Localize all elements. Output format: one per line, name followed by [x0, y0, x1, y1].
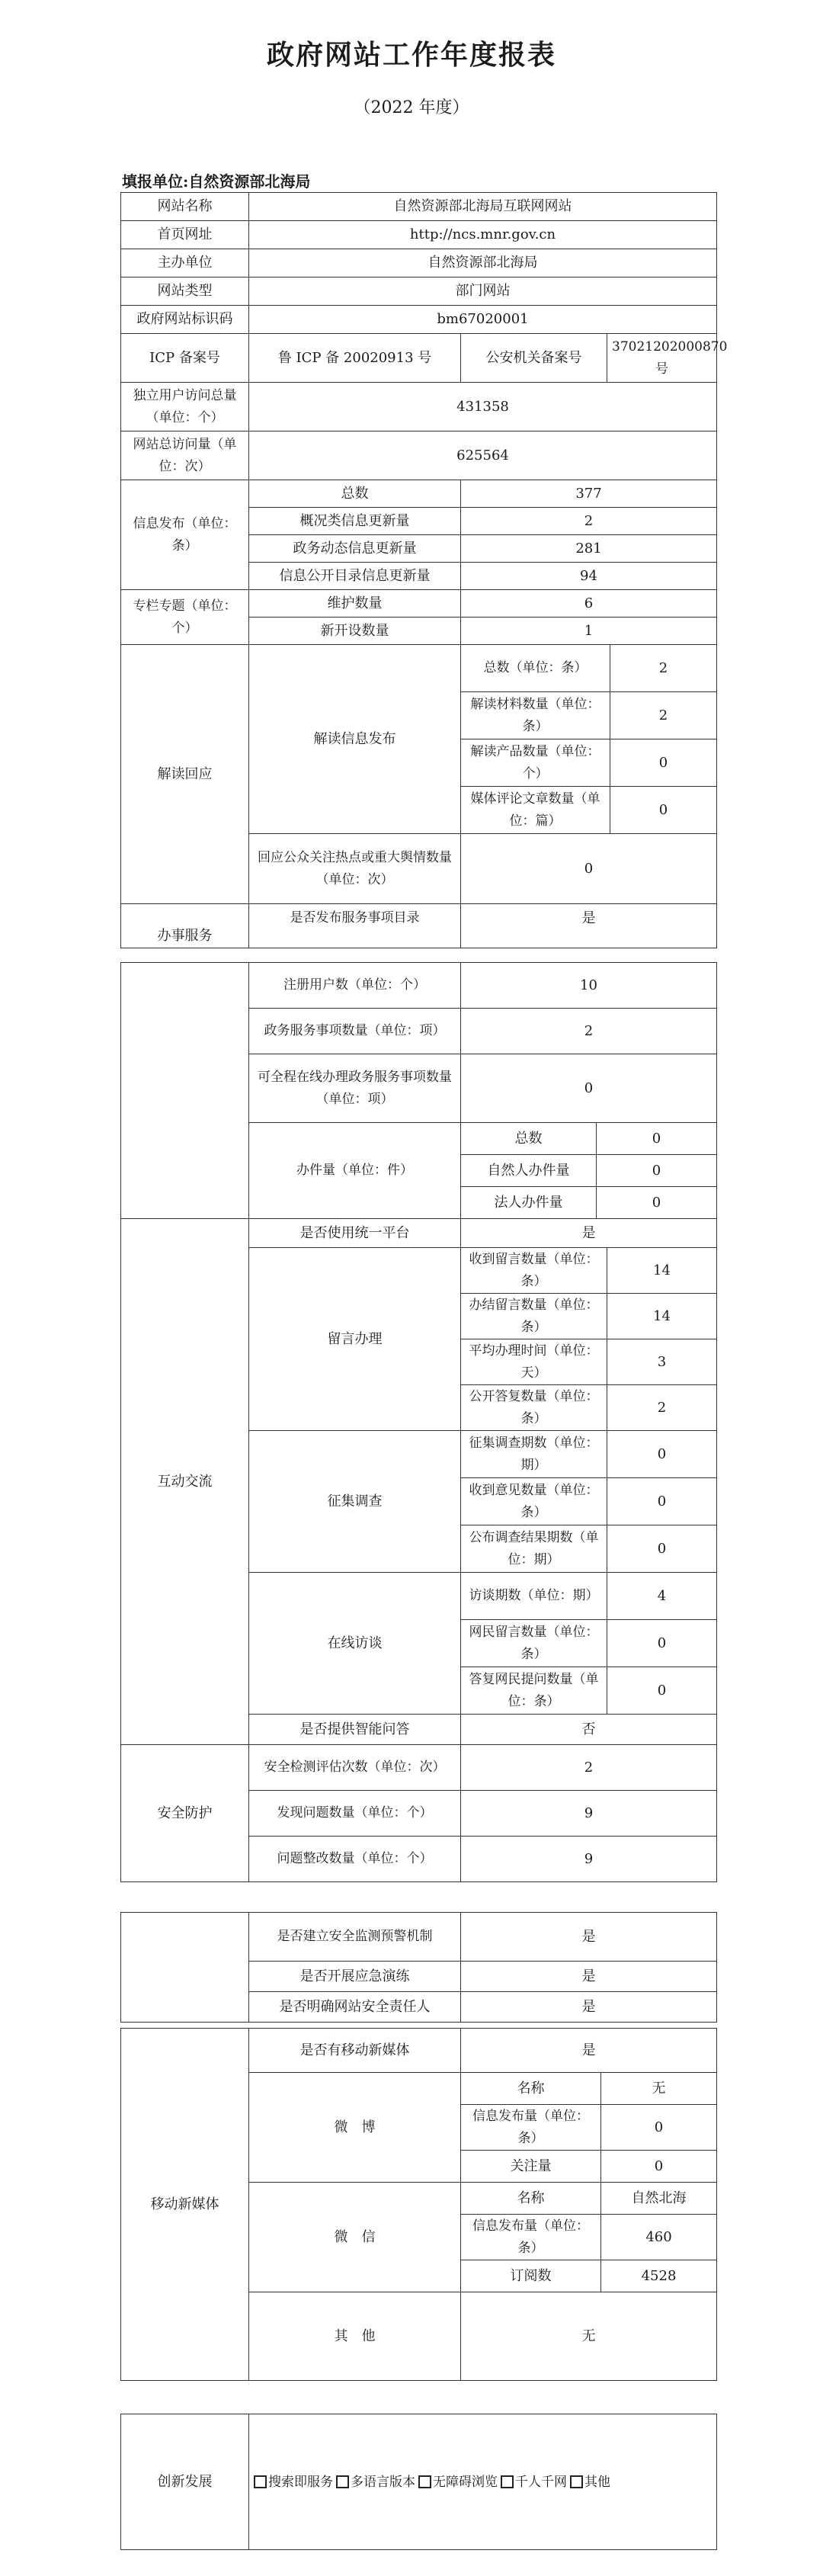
interpret-material-value: 2 [610, 692, 717, 739]
msg-closed-value: 14 [607, 1294, 717, 1339]
security-checks-value: 2 [461, 1745, 717, 1791]
cases-total-label: 总数 [461, 1123, 597, 1155]
wechat-label: 微 信 [249, 2183, 461, 2292]
checkbox-icon[interactable] [501, 2475, 514, 2488]
service-interaction-section [120, 962, 716, 1882]
other-media-label: 其 他 [249, 2292, 461, 2381]
msg-closed-label: 办结留言数量（单位：条） [461, 1294, 607, 1339]
weibo-label: 微 博 [249, 2073, 461, 2183]
basic-info-section [120, 192, 728, 948]
innovation-options [249, 2414, 717, 2550]
interpret-label: 解读回应 [121, 645, 249, 904]
filing-unit: 填报单位:自然资源部北海局 [122, 172, 311, 191]
page-title: 政府网站工作年度报表 [266, 39, 556, 71]
service-continued [121, 963, 249, 1219]
other-media-value: 无 [461, 2292, 717, 2381]
drill-label: 是否开展应急演练 [249, 1962, 461, 1992]
msg-received-label: 收到留言数量（单位：条） [461, 1248, 607, 1294]
survey-opinions-value: 0 [607, 1478, 717, 1525]
security-fixed-value: 9 [461, 1837, 717, 1882]
survey-count-value: 0 [607, 1431, 717, 1478]
uv-label: 独立用户访问总量（单位：个） [121, 383, 249, 431]
weibo-posts-value: 0 [601, 2105, 717, 2151]
service-catalog-table [120, 903, 717, 948]
option-search-as-service[interactable] [251, 2475, 333, 2490]
interpret-product-value: 0 [610, 739, 717, 787]
wechat-subs-value: 4528 [601, 2260, 717, 2292]
option-accessibility[interactable] [415, 2475, 498, 2490]
interview-count-value: 4 [607, 1573, 717, 1620]
service-items-value: 2 [461, 1009, 717, 1054]
site-type-value: 部门网站 [249, 277, 717, 306]
special-topics-label: 专栏专题（单位：个） [121, 590, 249, 645]
homepage-label: 首页网址 [121, 221, 249, 249]
site-name-value: 自然资源部北海局互联网网站 [249, 193, 717, 221]
option-label: 其他 [584, 2474, 610, 2490]
survey-count-label: 征集调查期数（单位：期） [461, 1431, 607, 1478]
interpret-respond-value: 0 [461, 834, 717, 904]
innovation-section [120, 2414, 716, 2550]
info-catalog-label: 信息公开目录信息更新量 [249, 563, 461, 590]
owner-label: 是否明确网站安全责任人 [249, 1992, 461, 2023]
report-year: （2022 年度） [354, 98, 469, 117]
site-id-label: 政府网站标识码 [121, 306, 249, 334]
mobile-media-label: 移动新媒体 [121, 2029, 249, 2381]
smart-qa-label: 是否提供智能问答 [249, 1715, 461, 1745]
site-type-label: 网站类型 [121, 277, 249, 306]
checkbox-icon[interactable] [336, 2475, 349, 2488]
cases-legal-label: 法人办件量 [461, 1187, 597, 1219]
option-multilingual[interactable] [333, 2475, 415, 2490]
service-cases-label: 办件量（单位：件） [249, 1123, 461, 1219]
has-media-value: 是 [461, 2029, 717, 2073]
msg-public-label: 公开答复数量（单位：条） [461, 1385, 607, 1431]
interpret-material-label: 解读材料数量（单位：条） [461, 692, 610, 739]
innovation-table [120, 2414, 717, 2550]
info-overview-label: 概况类信息更新量 [249, 508, 461, 535]
sponsor-value: 自然资源部北海局 [249, 249, 717, 277]
site-name-label: 网站名称 [121, 193, 249, 221]
survey-label: 征集调查 [249, 1431, 461, 1573]
msg-received-value: 14 [607, 1248, 717, 1294]
platform-value: 是 [461, 1219, 717, 1248]
security-fixed-label: 问题整改数量（单位：个） [249, 1837, 461, 1882]
weibo-followers-label: 关注量 [461, 2151, 601, 2183]
interview-answers-label: 答复网民提问数量（单位：条） [461, 1667, 607, 1715]
uv-value: 431358 [249, 383, 717, 431]
cases-legal-value: 0 [597, 1187, 717, 1219]
option-label: 无障碍浏览 [433, 2474, 498, 2490]
service-catalog-value: 是 [461, 904, 717, 948]
option-other[interactable] [567, 2475, 610, 2490]
service-label: 办事服务 [121, 904, 249, 948]
drill-value: 是 [461, 1962, 717, 1992]
info-total-label: 总数 [249, 480, 461, 508]
checkbox-icon[interactable] [570, 2475, 583, 2488]
weibo-followers-value: 0 [601, 2151, 717, 2183]
info-overview-value: 2 [461, 508, 717, 535]
interview-label: 在线访谈 [249, 1573, 461, 1715]
security-continued [121, 1913, 249, 2023]
security-found-label: 发现问题数量（单位：个） [249, 1791, 461, 1837]
msg-avg-time-value: 3 [607, 1339, 717, 1385]
monitor-value: 是 [461, 1913, 717, 1962]
weibo-name-value: 无 [601, 2073, 717, 2105]
platform-label: 是否使用统一平台 [249, 1219, 461, 1248]
owner-value: 是 [461, 1992, 717, 2023]
security-mechanism-table [120, 1912, 717, 2023]
has-media-label: 是否有移动新媒体 [249, 2029, 461, 2073]
security-found-value: 9 [461, 1791, 717, 1837]
icp-label: ICP 备案号 [121, 334, 249, 383]
security-table [120, 1744, 717, 1882]
security-label: 安全防护 [121, 1745, 249, 1882]
service-detail-table [120, 962, 717, 1219]
wechat-subs-label: 订阅数 [461, 2260, 601, 2292]
interpret-publish-label: 解读信息发布 [249, 645, 461, 834]
police-label: 公安机关备案号 [461, 334, 607, 383]
sponsor-label: 主办单位 [121, 249, 249, 277]
info-catalog-value: 94 [461, 563, 717, 590]
info-news-label: 政务动态信息更新量 [249, 535, 461, 563]
pv-label: 网站总访问量（单位：次） [121, 431, 249, 480]
special-maintain-value: 6 [461, 590, 717, 618]
wechat-posts-label: 信息发布量（单位：条） [461, 2215, 601, 2260]
interpret-total-value: 2 [610, 645, 717, 692]
monitor-label: 是否建立安全监测预警机制 [249, 1913, 461, 1962]
media-section [120, 1912, 716, 2023]
homepage-value: http://ncs.mnr.gov.cn [249, 221, 717, 249]
info-total-value: 377 [461, 480, 717, 508]
wechat-name-label: 名称 [461, 2183, 601, 2215]
wechat-posts-value: 460 [601, 2215, 717, 2260]
survey-opinions-label: 收到意见数量（单位：条） [461, 1478, 607, 1525]
message-handling-label: 留言办理 [249, 1248, 461, 1431]
interpret-product-label: 解读产品数量（单位：个） [461, 739, 610, 787]
special-new-label: 新开设数量 [249, 618, 461, 645]
service-catalog-label: 是否发布服务事项目录 [249, 904, 461, 948]
interaction-table [120, 1218, 717, 1745]
cases-natural-label: 自然人办件量 [461, 1155, 597, 1187]
info-publish-label: 信息发布（单位：条） [121, 480, 249, 590]
security-checks-label: 安全检测评估次数（单位：次） [249, 1745, 461, 1791]
info-news-value: 281 [461, 535, 717, 563]
interaction-label: 互动交流 [121, 1219, 249, 1745]
innovation-label: 创新发展 [121, 2414, 249, 2550]
service-users-label: 注册用户数（单位：个） [249, 963, 461, 1009]
mobile-media-block [120, 2028, 716, 2381]
interpret-respond-label: 回应公众关注热点或重大舆情数量（单位：次） [249, 834, 461, 904]
service-items-label: 政务服务事项数量（单位：项） [249, 1009, 461, 1054]
special-new-value: 1 [461, 618, 717, 645]
interpret-total-label: 总数（单位：条） [461, 645, 610, 692]
survey-results-value: 0 [607, 1525, 717, 1573]
interview-count-label: 访谈期数（单位：期） [461, 1573, 607, 1620]
survey-results-label: 公布调查结果期数（单位：期） [461, 1525, 607, 1573]
smart-qa-value: 否 [461, 1715, 717, 1745]
checkbox-icon[interactable] [254, 2475, 267, 2488]
basic-info-table [120, 192, 728, 480]
option-personalized[interactable] [498, 2475, 567, 2490]
checkbox-icon[interactable] [418, 2475, 431, 2488]
weibo-name-label: 名称 [461, 2073, 601, 2105]
interpret-table [120, 644, 717, 904]
interpret-media-value: 0 [610, 787, 717, 834]
interview-netizen-value: 0 [607, 1620, 717, 1667]
police-value: 37021202000870 号 [607, 334, 717, 383]
interview-netizen-label: 网民留言数量（单位：条） [461, 1620, 607, 1667]
msg-public-value: 2 [607, 1385, 717, 1431]
service-online-label: 可全程在线办理政务服务事项数量（单位：项） [249, 1054, 461, 1123]
interpret-media-label: 媒体评论文章数量（单位：篇） [461, 787, 610, 834]
special-maintain-label: 维护数量 [249, 590, 461, 618]
service-users-value: 10 [461, 963, 717, 1009]
option-label: 多语言版本 [351, 2474, 415, 2490]
service-online-value: 0 [461, 1054, 717, 1123]
msg-avg-time-label: 平均办理时间（单位：天） [461, 1339, 607, 1385]
option-label: 千人千网 [515, 2474, 567, 2490]
wechat-name-value: 自然北海 [601, 2183, 717, 2215]
weibo-posts-label: 信息发布量（单位：条） [461, 2105, 601, 2151]
interview-answers-value: 0 [607, 1667, 717, 1715]
icp-value: 鲁 ICP 备 20020913 号 [249, 334, 461, 383]
cases-natural-value: 0 [597, 1155, 717, 1187]
cases-total-value: 0 [597, 1123, 717, 1155]
info-publish-table [120, 480, 717, 645]
mobile-media-table [120, 2028, 717, 2381]
site-id-value: bm67020001 [249, 306, 717, 334]
pv-value: 625564 [249, 431, 717, 480]
option-label: 搜索即服务 [268, 2474, 333, 2490]
